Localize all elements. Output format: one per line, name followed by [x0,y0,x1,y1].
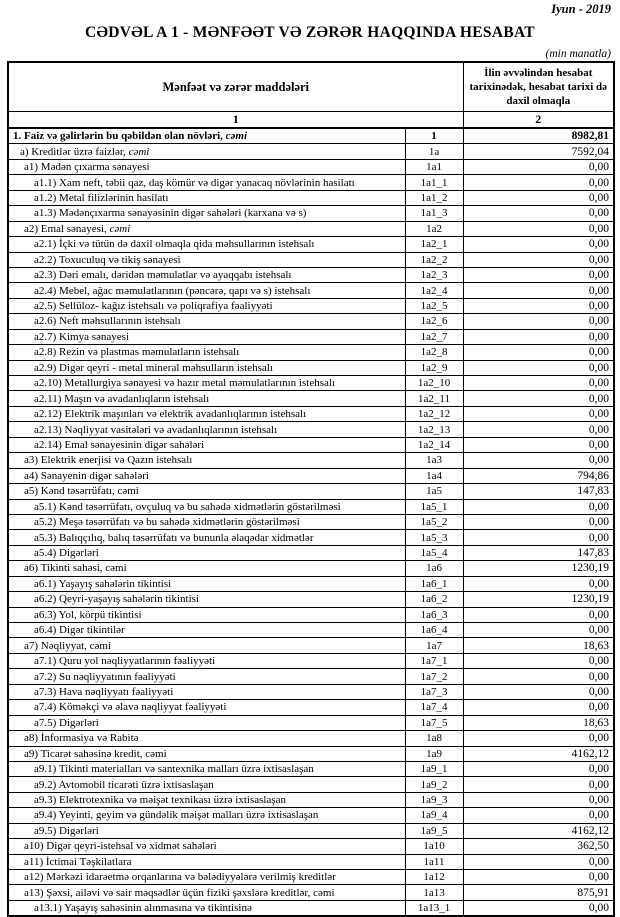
table-row [8,128,614,144]
item-code-cell: 1a9_3 [405,792,463,807]
item-label-cell: a2.12) Elektrik maşınları və elektrik avadanlıqlarının istehsalı [8,406,405,421]
item-value-cell: 0,00 [463,283,614,298]
item-code-cell: 1a1 [405,159,463,174]
item-label-cell: a6.2) Qeyri-yaşayış sahələrin tikintisi [8,592,405,607]
table-row [8,761,614,776]
item-label-cell: a1.1) Xam neft, təbii qaz, daş kömür və digər yanacaq növlərinin hasilatı [8,175,405,190]
table-header [8,62,614,128]
item-value-cell: 0,00 [463,267,614,282]
item-code-cell: 1a8 [405,731,463,746]
item-value-cell: 0,00 [463,669,614,684]
item-label-cell: a7) Nəqliyyat, cəmi [8,638,405,653]
item-label-cell: a9.1) Tikinti materialları və santexnika malları üzrə ixtisaslaşan [8,761,405,776]
item-code-cell: 1a2_6 [405,314,463,329]
item-label-cell: a7.1) Quru yol nəqliyyatlarının fəaliyyəti [8,653,405,668]
report-table-body [8,128,614,916]
item-code-cell: 1a6_2 [405,592,463,607]
table-row [8,530,614,545]
item-code-cell: 1a1_1 [405,175,463,190]
item-code-cell: 1a5_2 [405,514,463,529]
items-column-number: 1 [8,112,463,129]
item-label-cell: a11) İctimai Təşkilatlara [8,854,405,869]
item-label-cell: a9.5) Digərləri [8,823,405,838]
item-code-cell: 1a6_1 [405,576,463,591]
table-row [8,190,614,205]
item-value-cell: 0,00 [463,252,614,267]
item-value-cell: 0,00 [463,499,614,514]
item-label-cell: a2.7) Kimya sənayesi [8,329,405,344]
item-value-cell: 0,00 [463,684,614,699]
item-label-cell: a2.5) Sellüloz- kağız istehsalı və poliqrafiya fəaliyyəti [8,298,405,313]
item-label-cell: a) Kreditlər üzrə faizlər, cəmi [8,144,405,159]
item-code-cell: 1a9 [405,746,463,761]
item-value-cell: 0,00 [463,900,614,916]
table-row [8,237,614,252]
item-value-cell: 875,91 [463,885,614,900]
header-row [8,62,614,112]
item-code-cell: 1a13_1 [405,900,463,916]
item-code-cell: 1a2_5 [405,298,463,313]
item-label-cell: a13) Şəxsi, ailəvi və sair məqsədlər üçün fiziki şəxslərə kreditlər, cəmi [8,885,405,900]
table-row [8,221,614,236]
item-code-cell: 1a2_8 [405,345,463,360]
item-code-cell: 1a1_3 [405,206,463,221]
item-code-cell: 1a7_3 [405,684,463,699]
table-row [8,731,614,746]
item-code-cell: 1a9_2 [405,777,463,792]
table-row [8,576,614,591]
item-code-cell: 1a2_11 [405,391,463,406]
item-value-cell: 147,83 [463,545,614,560]
table-row [8,823,614,838]
item-code-cell: 1a2_12 [405,406,463,421]
item-value-cell: 0,00 [463,314,614,329]
item-code-cell: 1a5_1 [405,499,463,514]
item-code-cell: 1a3 [405,453,463,468]
item-value-cell: 0,00 [463,623,614,638]
item-code-cell: 1a5 [405,484,463,499]
item-code-cell: 1a9_5 [405,823,463,838]
table-row [8,468,614,483]
item-code-cell: 1a13 [405,885,463,900]
item-code-cell: 1a [405,144,463,159]
table-row [8,653,614,668]
items-column-header: Mənfəət və zərər maddələri [8,62,463,112]
item-label-cell: a9) Ticarət sahəsinə kredit, cəmi [8,746,405,761]
item-label-cell: a5.2) Meşə təsərrüfatı və bu sahədə xidmətlərin göstərilməsi [8,514,405,529]
item-code-cell: 1a9_4 [405,808,463,823]
item-value-cell: 0,00 [463,653,614,668]
table-row [8,144,614,159]
item-label-cell: a8) İnformasiya və Rabitə [8,731,405,746]
item-code-cell: 1a5_3 [405,530,463,545]
table-row [8,514,614,529]
table-row [8,839,614,854]
item-label-cell: a2.1) İçki və tütün də daxil olmaqla qida məhsullarının istehsalı [8,237,405,252]
table-row [8,437,614,452]
table-row [8,638,614,653]
item-value-cell: 0,00 [463,175,614,190]
item-value-cell: 0,00 [463,530,614,545]
table-row [8,422,614,437]
item-label-cell: a2.13) Nəqliyyat vasitələri və avadanlıqlarının istehsalı [8,422,405,437]
item-value-cell: 0,00 [463,329,614,344]
table-row [8,314,614,329]
item-label-cell: a5) Kənd təsərrüfatı, cəmi [8,484,405,499]
item-value-cell: 0,00 [463,576,614,591]
item-value-cell: 362,50 [463,839,614,854]
item-value-cell: 0,00 [463,870,614,885]
table-row [8,391,614,406]
column-number-row [8,112,614,129]
item-value-cell: 0,00 [463,808,614,823]
item-code-cell: 1a2_4 [405,283,463,298]
item-value-cell: 0,00 [463,376,614,391]
item-code-cell: 1a1_2 [405,190,463,205]
item-label-cell: a10) Digər qeyri-istehsal və xidmət sahələri [8,839,405,854]
table-row [8,267,614,282]
table-row [8,792,614,807]
item-value-cell: 18,63 [463,715,614,730]
item-code-cell: 1a6 [405,561,463,576]
table-row [8,283,614,298]
item-value-cell: 0,00 [463,453,614,468]
item-value-cell: 0,00 [463,761,614,776]
item-label-cell: a2.14) Emal sənayesinin digər sahələri [8,437,405,452]
item-label-cell: a9.4) Yeyinti, geyim və gündəlik məişət malları üzrə ixtisaslaşan [8,808,405,823]
item-value-cell: 794,86 [463,468,614,483]
item-code-cell: 1a4 [405,468,463,483]
item-value-cell: 0,00 [463,406,614,421]
table-row [8,900,614,916]
item-code-cell: 1a7_5 [405,715,463,730]
table-row [8,252,614,267]
item-label-cell: a2.3) Dəri emalı, dəridən məmulatlar və ayaqqabı istehsalı [8,267,405,282]
item-label-cell: a1.2) Metal filizlərinin hasilatı [8,190,405,205]
table-row [8,746,614,761]
item-label-cell: a2.11) Maşın və avadanlıqların istehsalı [8,391,405,406]
item-label-cell: a9.3) Elektrotexnika və məişət texnikası üzrə ixtisaslaşan [8,792,405,807]
item-value-cell: 0,00 [463,514,614,529]
item-value-cell: 7592,04 [463,144,614,159]
item-value-cell: 4162,12 [463,746,614,761]
profit-loss-table [7,61,615,917]
table-row [8,360,614,375]
table-row [8,808,614,823]
item-value-cell: 0,00 [463,731,614,746]
item-value-cell: 0,00 [463,159,614,174]
item-value-cell: 0,00 [463,792,614,807]
item-label-cell: a6.4) Digər tikintilər [8,623,405,638]
item-code-cell: 1a2 [405,221,463,236]
item-label-cell: a2.10) Metallurgiya sənayesi və hazır metal məmulatlarının istehsalı [8,376,405,391]
item-code-cell: 1a7_2 [405,669,463,684]
item-label-cell: a1) Mədən çıxarma sənayesi [8,159,405,174]
item-label-cell: a5.4) Digərləri [8,545,405,560]
item-value-cell: 8982,81 [463,128,614,144]
item-value-cell: 0,00 [463,700,614,715]
item-value-cell: 0,00 [463,206,614,221]
table-row [8,484,614,499]
item-value-cell: 18,63 [463,638,614,653]
item-label-cell: 1. Faiz və gəlirlərin bu qəbildən olan növləri, cəmi [8,128,405,144]
item-code-cell: 1a6_3 [405,607,463,622]
value-column-header: İlin əvvəlindən hesabat tarixinədək, hesabat tarixi də daxil olmaqla [463,62,614,112]
item-code-cell: 1a9_1 [405,761,463,776]
item-value-cell: 0,00 [463,391,614,406]
item-label-cell: a5.3) Balıqçılıq, balıq təsərrüfatı və bununla əlaqədar xidmətlər [8,530,405,545]
item-label-cell: a3) Elektrik enerjisi və Qazın istehsalı [8,453,405,468]
item-label-cell: a6.3) Yol, körpü tikintisi [8,607,405,622]
table-row [8,623,614,638]
table-row [8,669,614,684]
table-row [8,885,614,900]
table-row [8,777,614,792]
unit-note: (min manatla) [545,48,611,60]
table-row [8,345,614,360]
item-code-cell: 1a2_7 [405,329,463,344]
item-value-cell: 0,00 [463,437,614,452]
item-value-cell: 4162,12 [463,823,614,838]
table-row [8,159,614,174]
item-label-cell: a2) Emal sənayesi, cəmi [8,221,405,236]
item-label-cell: a9.2) Avtomobil ticarəti üzrə ixtisaslaşan [8,777,405,792]
table-row [8,854,614,869]
item-label-cell: a2.6) Neft məhsullarının istehsalı [8,314,405,329]
table-row [8,453,614,468]
page-title: CƏDVƏL A 1 - MƏNFƏƏT VƏ ZƏRƏR HAQQINDA HESABAT [85,24,535,41]
table-row [8,206,614,221]
item-value-cell: 0,00 [463,237,614,252]
item-code-cell: 1a11 [405,854,463,869]
item-label-cell: a2.8) Rezin və plastmas məmulatların istehsalı [8,345,405,360]
item-code-cell: 1a7_4 [405,700,463,715]
item-label-cell: a2.4) Mebel, ağac məmulatlarının (pəncərə, qapı və s) istehsalı [8,283,405,298]
table-row [8,499,614,514]
item-code-cell: 1a10 [405,839,463,854]
value-column-number: 2 [463,112,614,129]
item-code-cell: 1a2_14 [405,437,463,452]
item-code-cell: 1a2_3 [405,267,463,282]
item-value-cell: 0,00 [463,607,614,622]
item-label-cell: a13.1) Yaşayış sahəsinin alınmasına və tikintisinə [8,900,405,916]
item-code-cell: 1a2_1 [405,237,463,252]
item-label-cell: a2.9) Digər qeyri - metal mineral məhsulların istehsalı [8,360,405,375]
item-code-cell: 1a7 [405,638,463,653]
item-value-cell: 1230,19 [463,561,614,576]
item-label-cell: a7.5) Digərləri [8,715,405,730]
item-label-cell: a7.3) Hava nəqliyyatı fəaliyyəti [8,684,405,699]
table-row [8,870,614,885]
item-label-cell: a4) Sənayenin digər sahələri [8,468,405,483]
item-value-cell: 0,00 [463,360,614,375]
item-value-cell: 0,00 [463,298,614,313]
item-value-cell: 0,00 [463,777,614,792]
item-code-cell: 1a2_13 [405,422,463,437]
table-row [8,298,614,313]
item-value-cell: 0,00 [463,190,614,205]
table-row [8,592,614,607]
report-date: Iyun - 2019 [551,2,611,16]
item-code-cell: 1a7_1 [405,653,463,668]
item-code-cell: 1a2_9 [405,360,463,375]
item-code-cell: 1a5_4 [405,545,463,560]
table-row [8,406,614,421]
table-row [8,700,614,715]
item-value-cell: 147,83 [463,484,614,499]
item-label-cell: a6.1) Yaşayış sahələrin tikintisi [8,576,405,591]
item-label-cell: a1.3) Mədənçıxarma sənayəsinin digər sahələri (karxana və s) [8,206,405,221]
item-code-cell: 1a12 [405,870,463,885]
item-code-cell: 1a2_10 [405,376,463,391]
table-row [8,561,614,576]
item-label-cell: a5.1) Kənd təsərrüfatı, ovçuluq və bu sahədə xidmətlərin göstərilməsi [8,499,405,514]
table-row [8,715,614,730]
item-label-cell: a7.2) Su nəqliyyatının fəaliyyəti [8,669,405,684]
table-row [8,329,614,344]
item-value-cell: 1230,19 [463,592,614,607]
item-value-cell: 0,00 [463,221,614,236]
item-code-cell: 1 [405,128,463,144]
item-value-cell: 0,00 [463,422,614,437]
item-label-cell: a7.4) Köməkçi və əlavə nəqliyyat fəaliyyəti [8,700,405,715]
item-label-cell: a2.2) Toxuculuq və tikiş sənayesi [8,252,405,267]
table-row [8,684,614,699]
table-row [8,376,614,391]
table-row [8,607,614,622]
item-value-cell: 0,00 [463,345,614,360]
item-label-cell: a12) Mərkəzi idarəetmə orqanlarına və bələdiyyələrə verilmiş kreditlər [8,870,405,885]
item-code-cell: 1a2_2 [405,252,463,267]
item-code-cell: 1a6_4 [405,623,463,638]
table-row [8,175,614,190]
table-row [8,545,614,560]
item-value-cell: 0,00 [463,854,614,869]
item-label-cell: a6) Tikinti sahəsi, cəmi [8,561,405,576]
